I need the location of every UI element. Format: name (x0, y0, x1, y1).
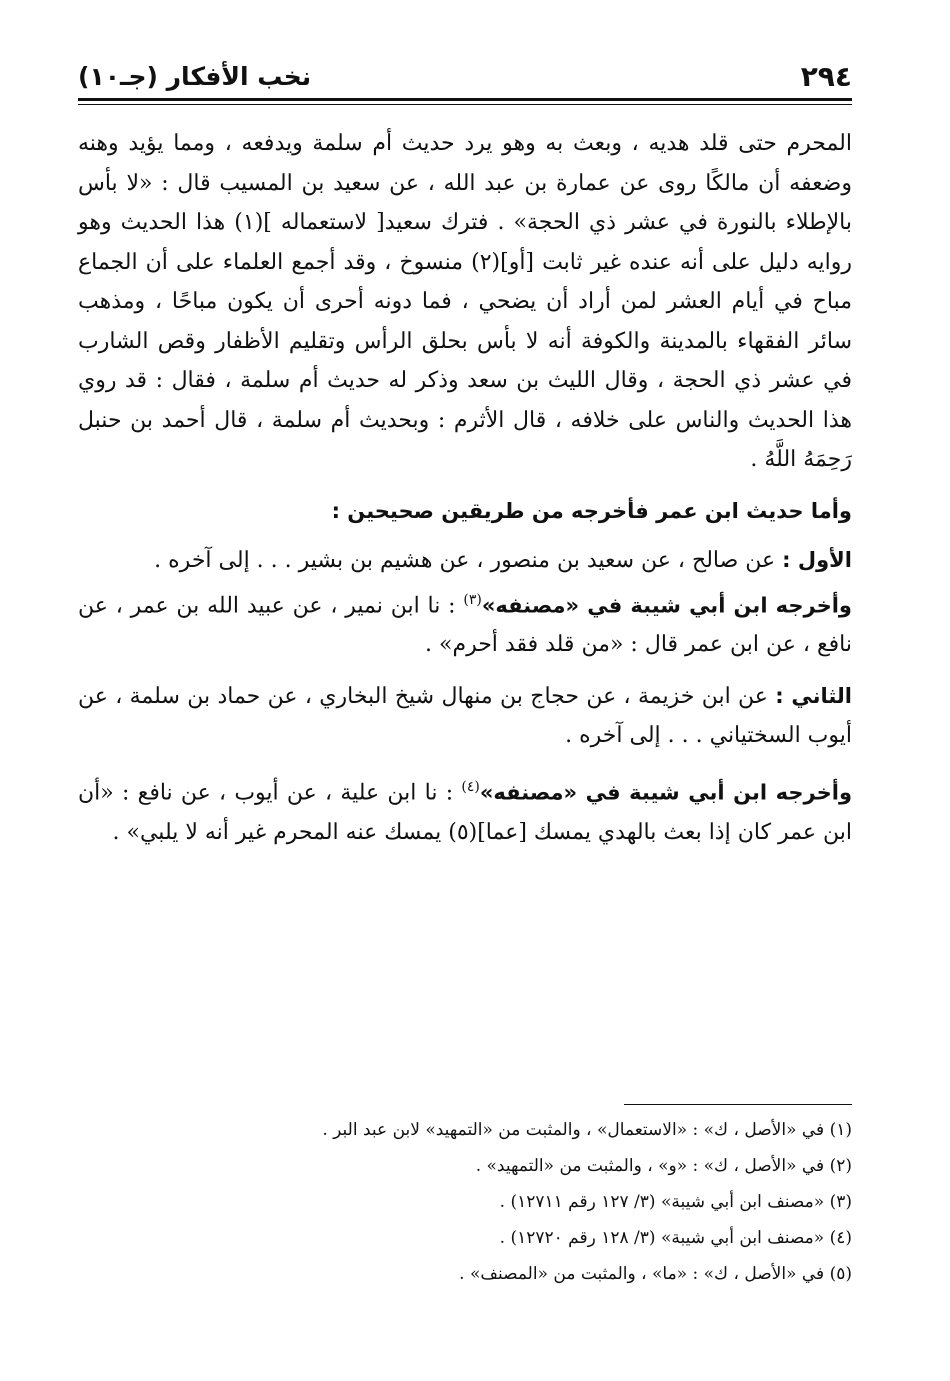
footnotes (78, 1112, 852, 1292)
ibn-abi-shayba-text-1: : نا ابن نمير ، عن عبيد الله بن عمر ، عن نافع ، عن ابن عمر قال : «من قلد فقد أحرم» . (78, 592, 852, 658)
ibn-abi-shayba-label-1: وأخرجه ابن أبي شيبة في «مصنفه» (481, 592, 852, 617)
ibn-abi-shayba-paragraph-1 (78, 581, 852, 665)
footnote-4: (٤) «مصنف ابن أبي شيبة» (٣/ ١٢٨ رقم ١٢٧٢٠) . (499, 1228, 852, 1248)
ibn-abi-shayba-paragraph-2 (78, 768, 852, 852)
header-rule-thick (78, 98, 852, 101)
footnote-5: (٥) في «الأصل ، ك» : «ما» ، والمثبت من «المصنف» . (459, 1264, 852, 1284)
paragraph-intro: المحرم حتى قلد هديه ، وبعث به وهو يرد حديث أم سلمة ويدفعه ، ومما يؤيد وهنه وضعفه أن مالكًا روى عن عمارة بن عبد الله ، عن سعيد بن المسيب قال : «لا بأس بالإطلاء بالنورة في عشر ذي الحجة» . فترك سعيد[ لاستعماله ](١) هذا الحديث وهو روايه دليل على أنه عنده غير ثابت [أو](٢) منسوخ ، وقد أجمع العلماء على أن الجماع مباح في أيام العشر لمن أراد أن يضحي ، فما دونه أحرى أن يكون مباحًا ، ومذهب سائر الفقهاء بالمدينة والكوفة أنه لا بأس بحلق الرأس وتقليم الأظفار وقص الشارب في عشر ذي الحجة ، وقال الليث بن سعد وذكر له حديث أم سلمة ، فقال : قد روي هذا الحديث والناس على خلافه ، قال الأثرم : وبحديث أم سلمة ، قال أحمد بن حنبل رَحِمَهُ اللَّهُ . (78, 131, 852, 472)
footnote-2: (٢) في «الأصل ، ك» : «و» ، والمثبت من «التمهيد» . (475, 1156, 852, 1176)
second-route-text: عن ابن خزيمة ، عن حجاج بن منهال شيخ البخاري ، عن حماد بن سلمة ، عن أيوب السختياني . . . إلى آخره . (78, 683, 852, 749)
footnote-ref-3: (٣) (463, 591, 482, 608)
header-rule-thin (78, 104, 852, 105)
ibn-abi-shayba-label-2: وأخرجه ابن أبي شيبة في «مصنفه» (479, 780, 853, 805)
ibn-abi-shayba-block-2 (78, 768, 852, 852)
second-route-paragraph (78, 677, 852, 756)
section-heading: وأما حديث ابن عمر فأخرجه من طريقين صحيحين : (331, 498, 852, 523)
ibn-abi-shayba-text-2: : نا ابن علية ، عن أيوب ، عن نافع : «أن ابن عمر كان إذا بعث بالهدي يمسك [عما](٥) يمسك عنه المحرم غير أنه لا يلبي» . (78, 780, 852, 845)
first-route-label: الأول : (782, 548, 852, 572)
running-header (78, 56, 852, 96)
main-text (78, 124, 852, 852)
second-route-label: الثاني : (775, 683, 852, 708)
footnote-3: (٣) «مصنف ابن أبي شيبة» (٣/ ١٢٧ رقم ١٢٧١١) . (499, 1192, 852, 1212)
book-title: نخب الأفكار (جـ١٠) (78, 61, 312, 91)
footnotes-separator (624, 1104, 852, 1105)
second-route-block (78, 677, 852, 756)
first-route-text: عن صالح ، عن سعيد بن منصور ، عن هشيم بن بشير . . . إلى آخره . (154, 548, 783, 573)
page-number: ٢٩٤ (800, 59, 852, 93)
footnote-1: (١) في «الأصل ، ك» : «الاستعمال» ، والمثبت من «التمهيد» لابن عبد البر . (322, 1120, 852, 1140)
footnote-ref-4: (٤) (461, 778, 480, 795)
first-route-paragraph (78, 541, 852, 581)
first-route-block (78, 541, 852, 665)
